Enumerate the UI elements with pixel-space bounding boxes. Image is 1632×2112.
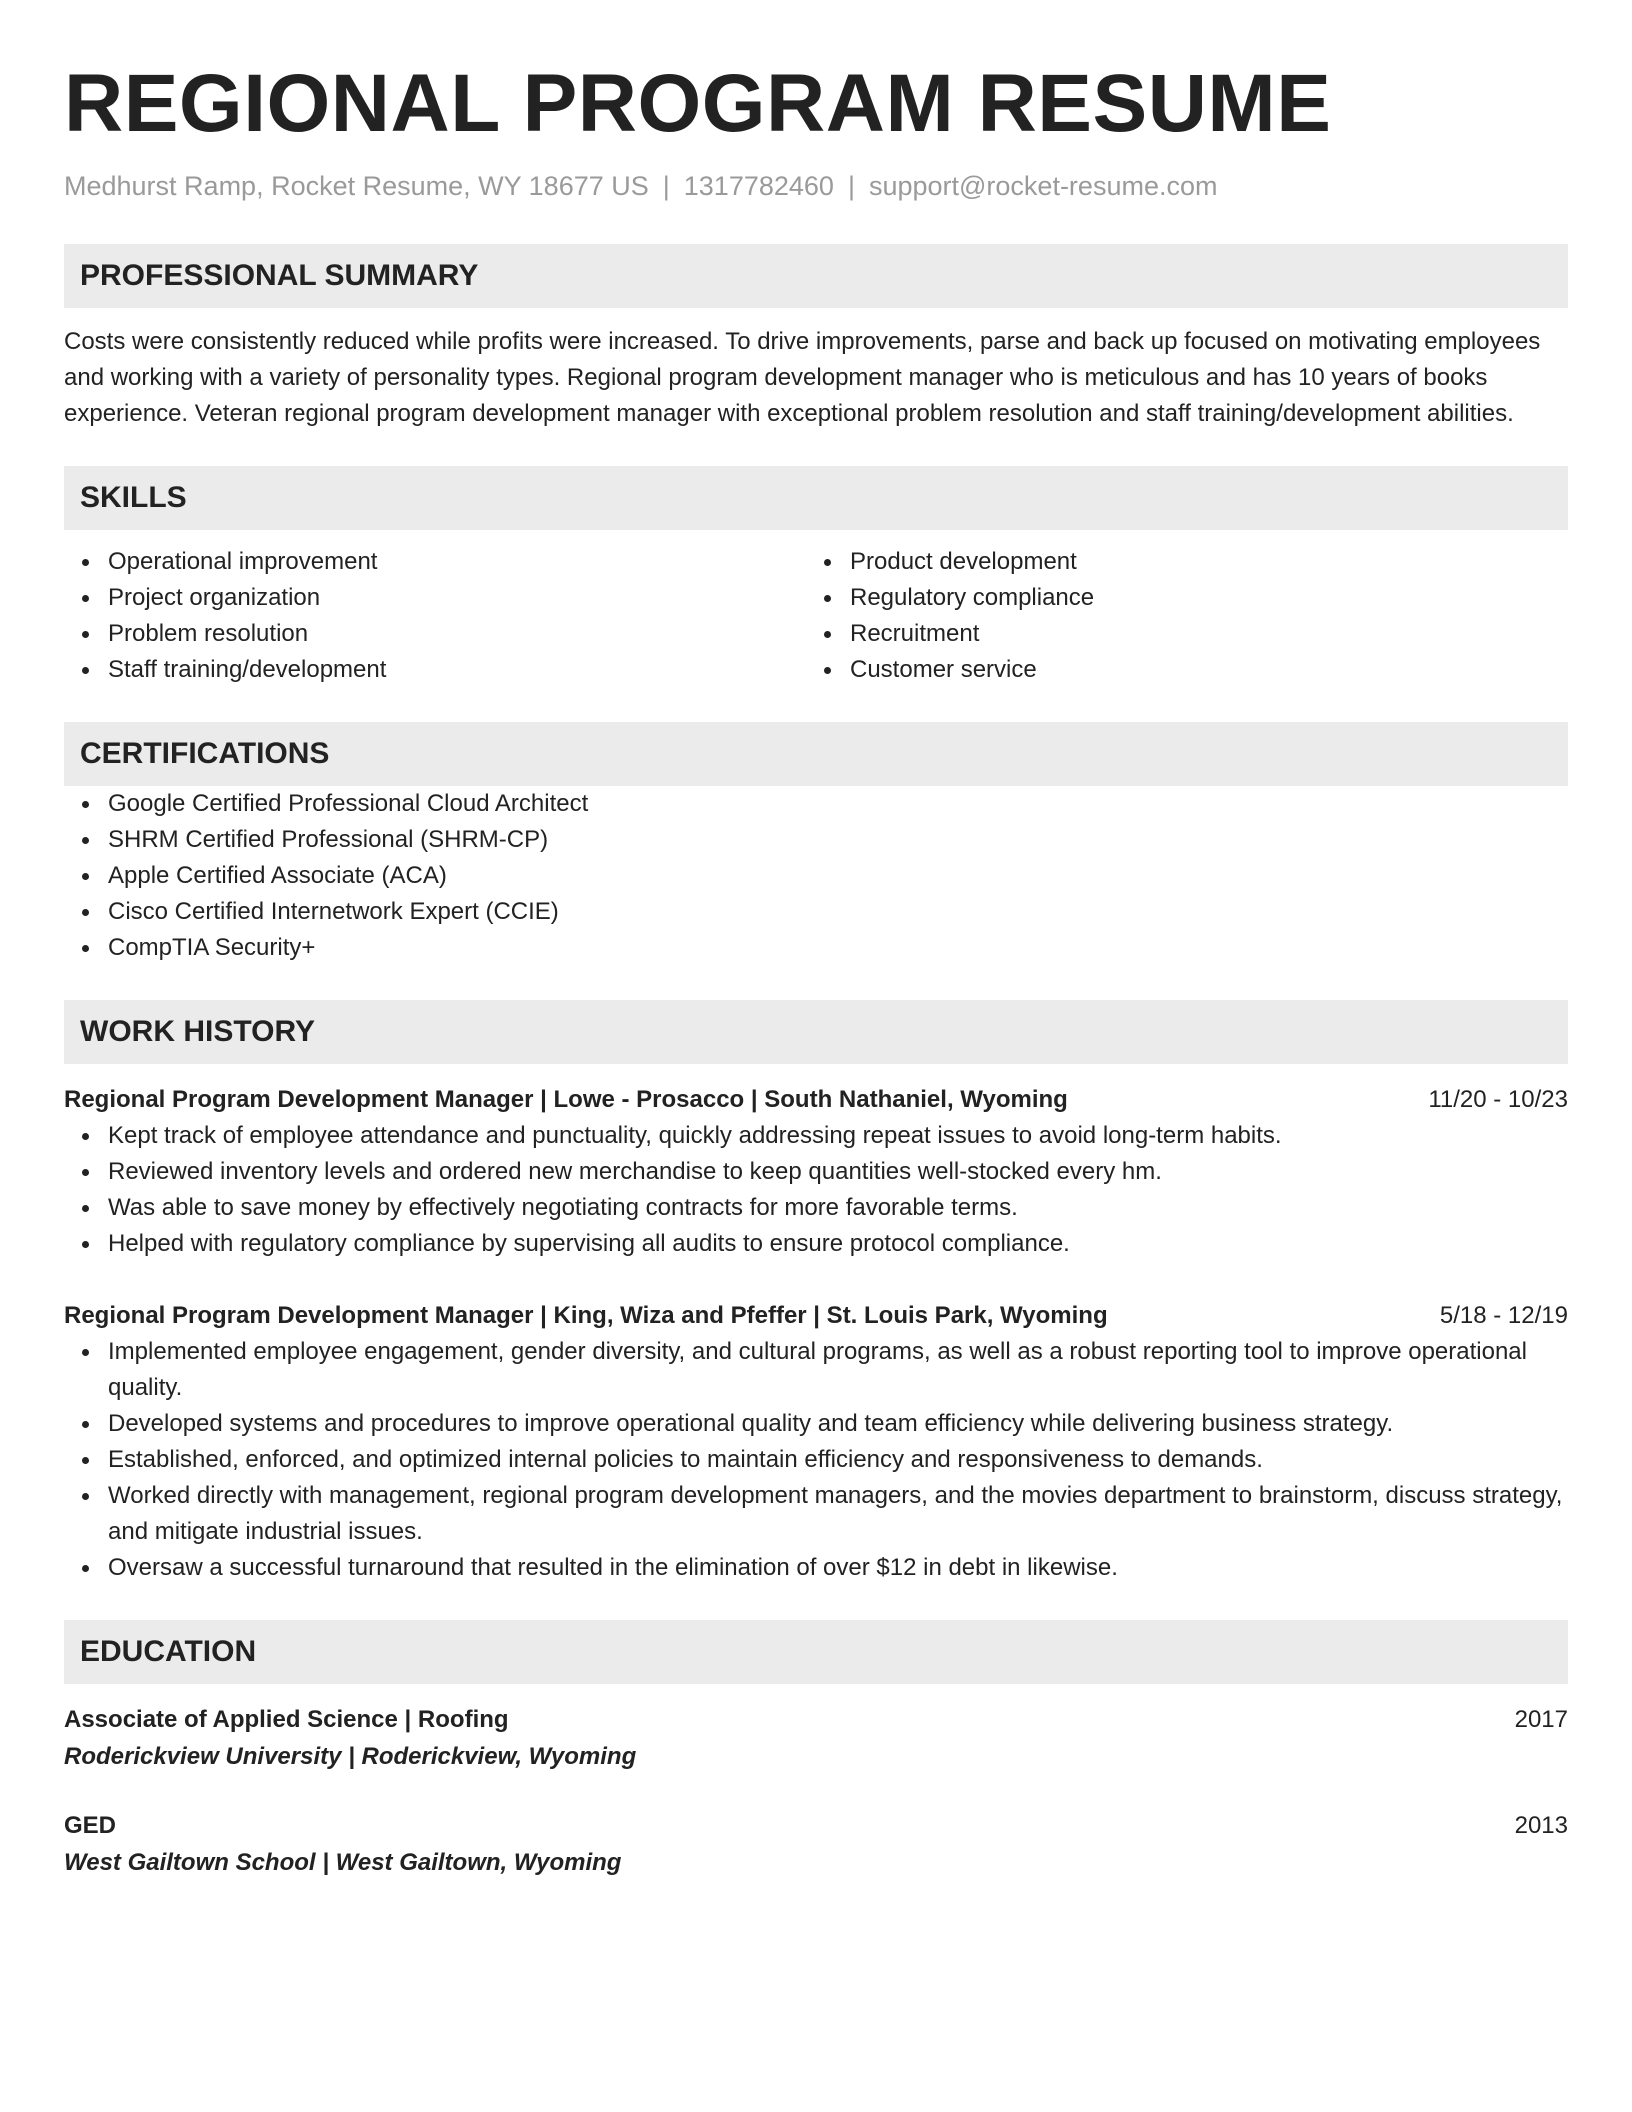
skill-item: Recruitment (806, 616, 1548, 652)
job-bullets (64, 1118, 1568, 1262)
skills-grid (64, 544, 1568, 688)
certification-item: Cisco Certified Internetwork Expert (CCIE) (64, 894, 1568, 930)
contact-line (64, 168, 1568, 204)
job-dates: 5/18 - 12/19 (1439, 1302, 1568, 1329)
education-heading (64, 1702, 1568, 1738)
education-entry (64, 1702, 1568, 1776)
contact-address: Medhurst Ramp, Rocket Resume, WY 18677 US (64, 171, 649, 201)
job-entry (64, 1082, 1568, 1262)
section-header-skills: SKILLS (64, 466, 1568, 530)
education-entry (64, 1808, 1568, 1882)
section-header-education: EDUCATION (64, 1620, 1568, 1684)
certification-item: Apple Certified Associate (ACA) (64, 858, 1568, 894)
skills-column-left (64, 544, 806, 688)
skills-column-right (806, 544, 1548, 688)
contact-phone: 1317782460 (683, 171, 834, 201)
skill-item: Regulatory compliance (806, 580, 1548, 616)
certification-item: SHRM Certified Professional (SHRM-CP) (64, 822, 1568, 858)
job-bullet: Developed systems and procedures to improve operational quality and team efficiency while delivering business strategy. (64, 1406, 1568, 1442)
education-year: 2017 (1514, 1706, 1568, 1733)
job-bullet: Oversaw a successful turnaround that resulted in the elimination of over $12 in debt in likewise. (64, 1550, 1568, 1586)
section-header-summary: PROFESSIONAL SUMMARY (64, 244, 1568, 308)
skill-item: Staff training/development (64, 652, 806, 688)
education-degree: GED (64, 1812, 117, 1839)
certifications-list (64, 786, 1568, 966)
job-bullet: Helped with regulatory compliance by supervising all audits to ensure protocol compliance. (64, 1226, 1568, 1262)
job-bullet: Implemented employee engagement, gender diversity, and cultural programs, as well as a robust reporting tool to improve operational quality. (64, 1334, 1568, 1406)
job-dates: 11/20 - 10/23 (1428, 1086, 1568, 1113)
education-school: Roderickview University | Roderickview, Wyoming (64, 1743, 637, 1770)
skill-item: Operational improvement (64, 544, 806, 580)
resume-title: REGIONAL PROGRAM RESUME (64, 58, 1332, 149)
job-entry (64, 1298, 1568, 1586)
certification-item: Google Certified Professional Cloud Architect (64, 786, 1568, 822)
job-heading (64, 1082, 1568, 1118)
resume-page (64, 54, 1568, 1882)
section-header-certifications: CERTIFICATIONS (64, 722, 1568, 786)
skill-item: Product development (806, 544, 1548, 580)
contact-separator: | (662, 171, 670, 201)
contact-separator: | (847, 171, 855, 201)
job-bullet: Kept track of employee attendance and punctuality, quickly addressing repeat issues to avoid long-term habits. (64, 1118, 1568, 1154)
job-bullet: Established, enforced, and optimized internal policies to maintain efficiency and responsiveness to demands. (64, 1442, 1568, 1478)
job-bullet: Reviewed inventory levels and ordered new merchandise to keep quantities well-stocked every hm. (64, 1154, 1568, 1190)
contact-email: support@rocket-resume.com (868, 171, 1218, 201)
job-title: Regional Program Development Manager | King, Wiza and Pfeffer | St. Louis Park, Wyoming (64, 1302, 1108, 1329)
education-year: 2013 (1514, 1812, 1568, 1839)
job-heading (64, 1298, 1568, 1334)
certification-item: CompTIA Security+ (64, 930, 1568, 966)
job-bullet: Worked directly with management, regional program development managers, and the movies department to brainstorm, discuss strategy, and mitigate industrial issues. (64, 1478, 1568, 1550)
job-bullet: Was able to save money by effectively negotiating contracts for more favorable terms. (64, 1190, 1568, 1226)
summary-text: Costs were consistently reduced while profits were increased. To drive improvements, parse and back up focused on motivating employees and working with a variety of personality types. Regional program development manager who is meticulous and has 10 years of books experience. Veteran regional program development manager with exceptional problem resolution and staff training/development abilities. (64, 328, 1541, 427)
job-title: Regional Program Development Manager | Lowe - Prosacco | South Nathaniel, Wyoming (64, 1086, 1068, 1113)
skill-item: Problem resolution (64, 616, 806, 652)
education-degree: Associate of Applied Science | Roofing (64, 1706, 509, 1733)
job-bullets (64, 1334, 1568, 1586)
skill-item: Customer service (806, 652, 1548, 688)
skill-item: Project organization (64, 580, 806, 616)
education-school: West Gailtown School | West Gailtown, Wyoming (64, 1849, 622, 1876)
section-header-work-history: WORK HISTORY (64, 1000, 1568, 1064)
education-heading (64, 1808, 1568, 1844)
